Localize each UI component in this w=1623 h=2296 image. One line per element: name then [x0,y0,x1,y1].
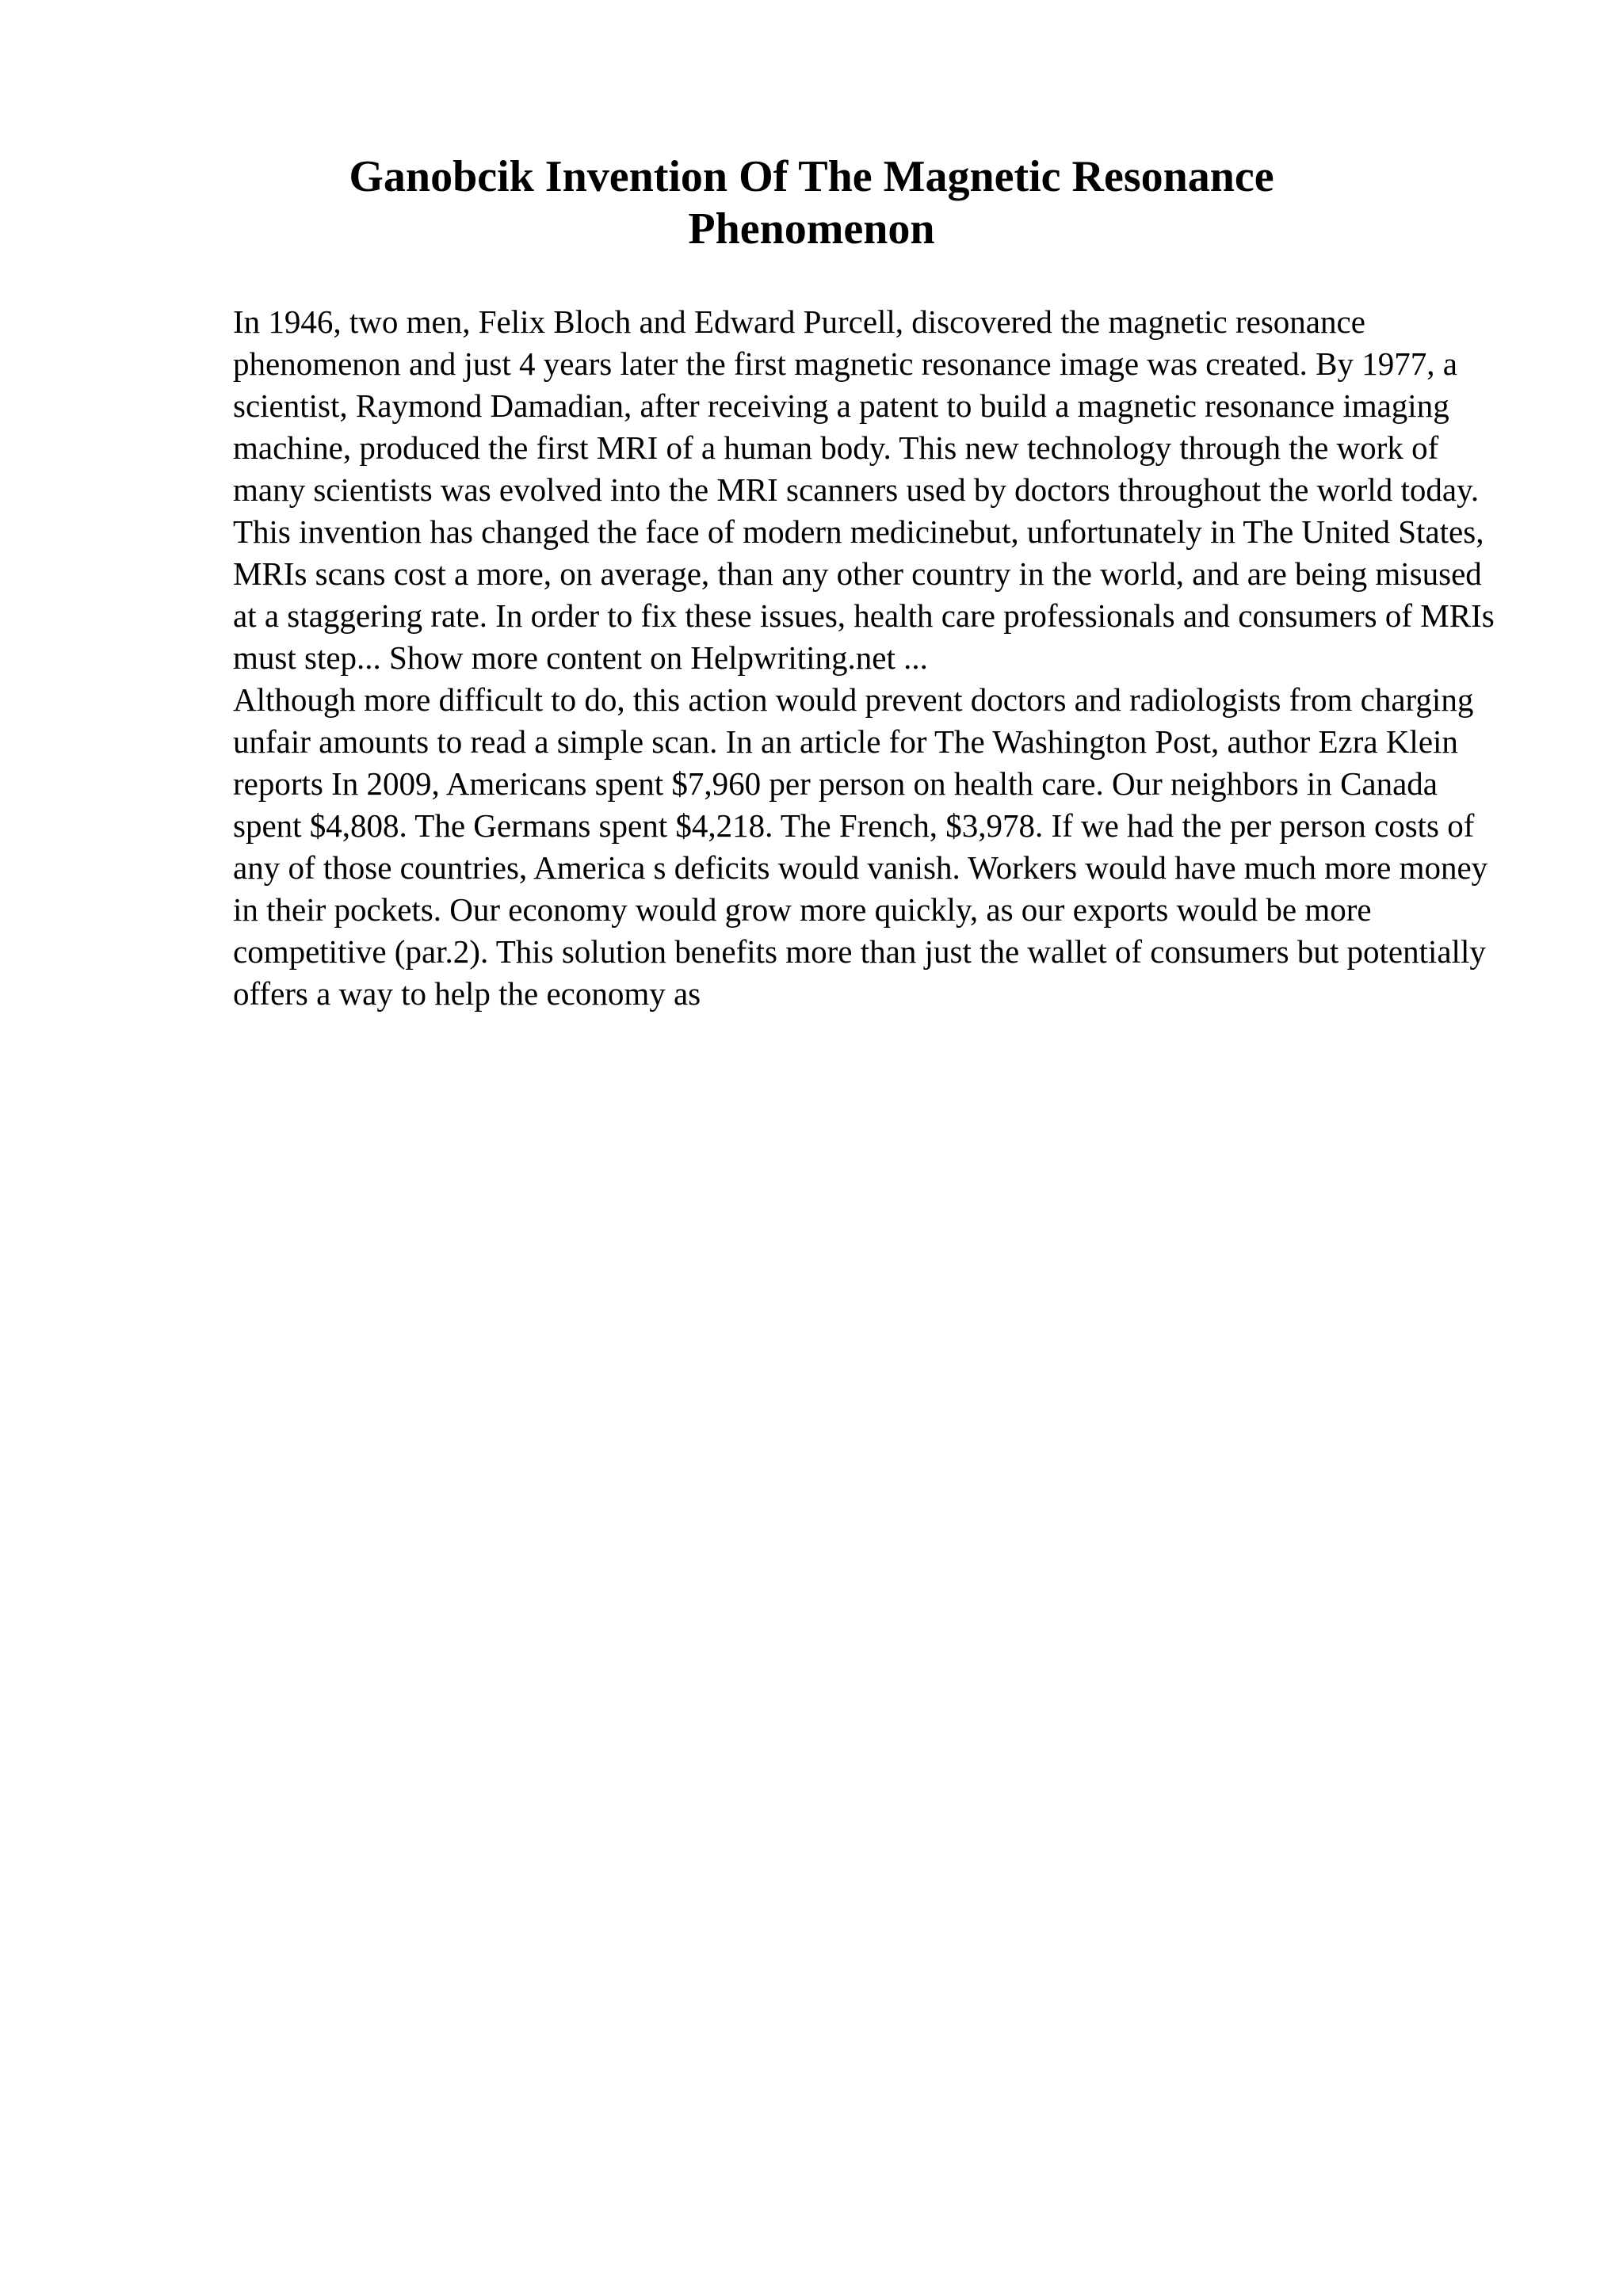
paragraph-1: In 1946, two men, Felix Bloch and Edward Purcell, discovered the magnetic resonance phenomenon and just 4 years later the first magnetic resonance image was created. By 1977, a scientist, Raymond Damadian, after receiving a patent to build a magnetic resonance imaging machine, produced the first MRI of a human body. This new technology through the work of many scientists was evolved into the MRI scanners used by doctors throughout the world today. This invention has changed the face of modern medicinebut, unfortunately in The United States, MRIs scans cost a more, on average, than any other country in the world, and are being misused at a staggering rate. In order to fix these issues, health care professionals and consumers of MRIs must step... Show more content on Helpwriting.net ... [233,303,1495,676]
paragraph-2: Although more difficult to do, this action would prevent doctors and radiologists from charging unfair amounts to read a simple scan. In an article for The Washington Post, author Ezra Klein reports In 2009, Americans spent $7,960 per person on health care. Our neighbors in Canada spent $4,808. The Germans spent $4,218. The French, $3,978. If we had the per person costs of any of those countries, America s deficits would vanish. Workers would have much more money in their pockets. Our economy would grow more quickly, as our exports would be more competitive (par.2). This solution benefits more than just the wallet of consumers but potentially offers a way to help the economy as [233,681,1488,1012]
document-title: Ganobcik Invention Of The Magnetic Resonance Phenomenon [349,152,1274,254]
document-body [233,301,1501,1015]
